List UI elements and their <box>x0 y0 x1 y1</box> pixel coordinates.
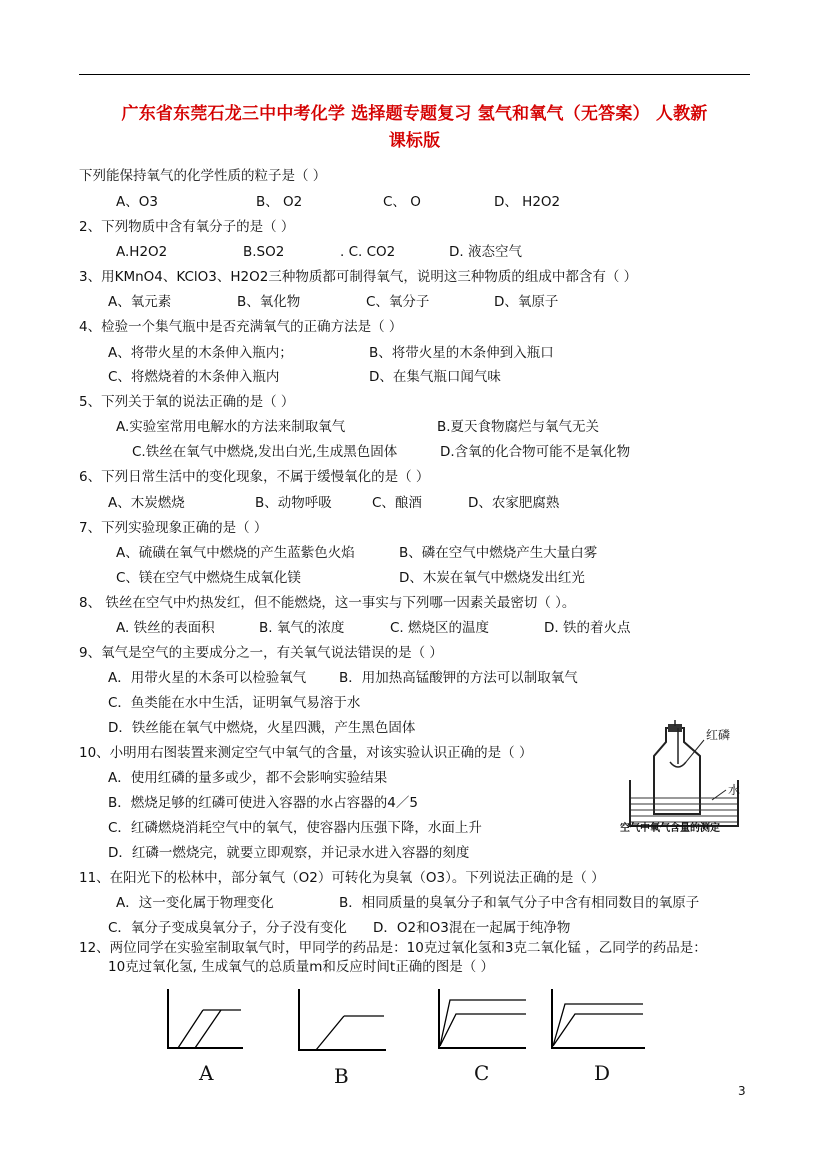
question-11-option-d: D．O2和O3混在一起属于纯净物 <box>373 920 571 936</box>
question-2-option-c: . C. CO2 <box>340 244 396 260</box>
question-9-option-d: D．铁丝能在氧气中燃烧，火星四溅，产生黑色固体 <box>108 720 416 736</box>
question-1-option-c: C、 O <box>383 194 421 210</box>
question-12-stem-line-1: 12、两位同学在实验室制取氧气时，甲同学的药品是：10克过氧化氢和3克二氧化锰 ，乙同学的药品是： <box>79 940 707 956</box>
question-9-option-a: A．用带火星的木条可以检验氧气 <box>108 670 307 686</box>
question-10-option-c: C．红磷燃烧消耗空气中的氧气，使容器内压强下降，水面上升 <box>108 820 482 836</box>
label-red-phosphorus: 红磷 <box>706 728 731 742</box>
question-4-option-c: C、将燃烧着的木条伸入瓶内 <box>108 369 280 385</box>
graph-c <box>436 988 528 1050</box>
question-11-option-c: C．氧分子变成臭氧分子，分子没有变化 <box>108 920 347 936</box>
graph-a <box>165 988 245 1050</box>
header-rule <box>79 74 750 75</box>
question-10-option-b: B．燃烧足够的红磷可使进入容器的水占容器的4／5 <box>108 795 418 811</box>
question-7-option-b: B、磷在空气中燃烧产生大量白雾 <box>399 545 598 561</box>
question-4-option-b: B、将带火星的木条伸到入瓶口 <box>369 345 554 361</box>
question-3-stem: 3、用KMnO4、KClO3、H2O2三种物质都可制得氧气，说明这三种物质的组成中都含有（ ） <box>79 269 638 285</box>
question-6-option-c: C、酿酒 <box>372 495 422 511</box>
question-3-option-b: B、氧化物 <box>237 294 301 310</box>
question-1-option-d: D、 H2O2 <box>494 194 561 210</box>
label-water: 水 <box>728 783 741 797</box>
question-2-option-d: D. 液态空气 <box>449 244 522 260</box>
question-8-option-a: A. 铁丝的表面积 <box>116 620 215 636</box>
question-10-option-d: D．红磷一燃烧完，就要立即观察，并记录水进入容器的刻度 <box>108 845 470 861</box>
document-title <box>79 101 750 155</box>
question-9-option-c: C．鱼类能在水中生活，证明氧气易溶于水 <box>108 695 361 711</box>
graph-d-label: D <box>594 1061 611 1085</box>
title-line-1: 广东省东莞石龙三中中考化学 选择题专题复习 氢气和氧气（无答案） 人教新 <box>121 104 708 124</box>
question-5-option-c: C.铁丝在氧气中燃烧,发出白光,生成黑色固体 <box>132 444 398 460</box>
question-3-option-d: D、氧原子 <box>494 294 559 310</box>
question-11-option-b: B．相同质量的臭氧分子和氧气分子中含有相同数目的氧原子 <box>339 895 700 911</box>
question-9-option-b: B．用加热高锰酸钾的方法可以制取氧气 <box>339 670 578 686</box>
question-12-stem-line-2: 10克过氧化氢, 生成氧气的总质量m和反应时间t正确的图是（ ） <box>108 959 494 975</box>
question-4-option-a: A、将带火星的木条伸入瓶内； <box>108 345 293 361</box>
question-5-stem: 5、下列关于氧的说法正确的是（ ） <box>79 394 295 410</box>
question-1-option-a: A、O3 <box>116 194 158 210</box>
question-4-option-d: D、在集气瓶口闻气味 <box>369 369 501 385</box>
question-1-option-b: B、 O2 <box>256 194 303 210</box>
graph-b <box>296 988 388 1052</box>
page-number: 3 <box>738 1084 746 1098</box>
question-1-stem: 下列能保持氧气的化学性质的粒子是（ ） <box>79 168 327 184</box>
question-7-stem: 7、下列实验现象正确的是（ ） <box>79 520 268 536</box>
question-11-option-a: A．这一变化属于物理变化 <box>116 895 274 911</box>
question-3-option-c: C、氧分子 <box>366 294 430 310</box>
question-6-option-a: A、木炭燃烧 <box>108 495 185 511</box>
question-8-stem: 8、 铁丝在空气中灼热发红，但不能燃烧，这一事实与下列哪一因素关最密切（ ）。 <box>79 595 576 611</box>
question-7-option-d: D、木炭在氧气中燃烧发出红光 <box>399 570 585 586</box>
question-8-option-b: B. 氧气的浓度 <box>259 620 345 636</box>
graph-c-label: C <box>474 1061 490 1085</box>
question-4-stem: 4、检验一个集气瓶中是否充满氧气的正确方法是（ ） <box>79 319 403 335</box>
question-8-option-c: C. 燃烧区的温度 <box>390 620 490 636</box>
question-6-option-d: D、农家肥腐熟 <box>468 495 560 511</box>
graph-b-label: B <box>334 1064 349 1088</box>
question-7-option-a: A、硫磺在氧气中燃烧的产生蓝紫色火焰 <box>116 545 355 561</box>
question-5-option-b: B.夏天食物腐烂与氧气无关 <box>437 419 600 435</box>
question-5-option-d: D.含氧的化合物可能不是氧化物 <box>440 444 631 460</box>
question-5-option-a: A.实验室常用电解水的方法来制取氧气 <box>116 419 346 435</box>
question-2-stem: 2、下列物质中含有氧分子的是（ ） <box>79 219 295 235</box>
question-10-option-a: A．使用红磷的量多或少，都不会影响实验结果 <box>108 770 388 786</box>
question-6-option-b: B、动物呼吸 <box>255 495 332 511</box>
question-2-option-a: A.H2O2 <box>116 244 168 260</box>
graph-a-label: A <box>199 1061 214 1085</box>
question-9-stem: 9、氧气是空气的主要成分之一，有关氧气说法错误的是（ ） <box>79 645 443 661</box>
question-3-option-a: A、氧元素 <box>108 294 172 310</box>
question-7-option-c: C、镁在空气中燃烧生成氧化镁 <box>116 570 301 586</box>
figure-caption: 空气中氧气含量的测定 <box>620 823 720 834</box>
question-10-stem: 10、小明用右图装置来测定空气中氧气的含量，对该实验认识正确的是（ ） <box>79 745 533 761</box>
question-8-option-d: D. 铁的着火点 <box>544 620 631 636</box>
question-2-option-b: B.SO2 <box>243 244 285 260</box>
graph-d <box>549 988 647 1050</box>
title-line-2: 课标版 <box>388 131 441 151</box>
question-6-stem: 6、下列日常生活中的变化现象，不属于缓慢氧化的是（ ） <box>79 469 430 485</box>
question-11-stem: 11、在阳光下的松林中，部分氧气（O2）可转化为臭氧（O3）。下列说法正确的是（ ） <box>79 870 605 886</box>
